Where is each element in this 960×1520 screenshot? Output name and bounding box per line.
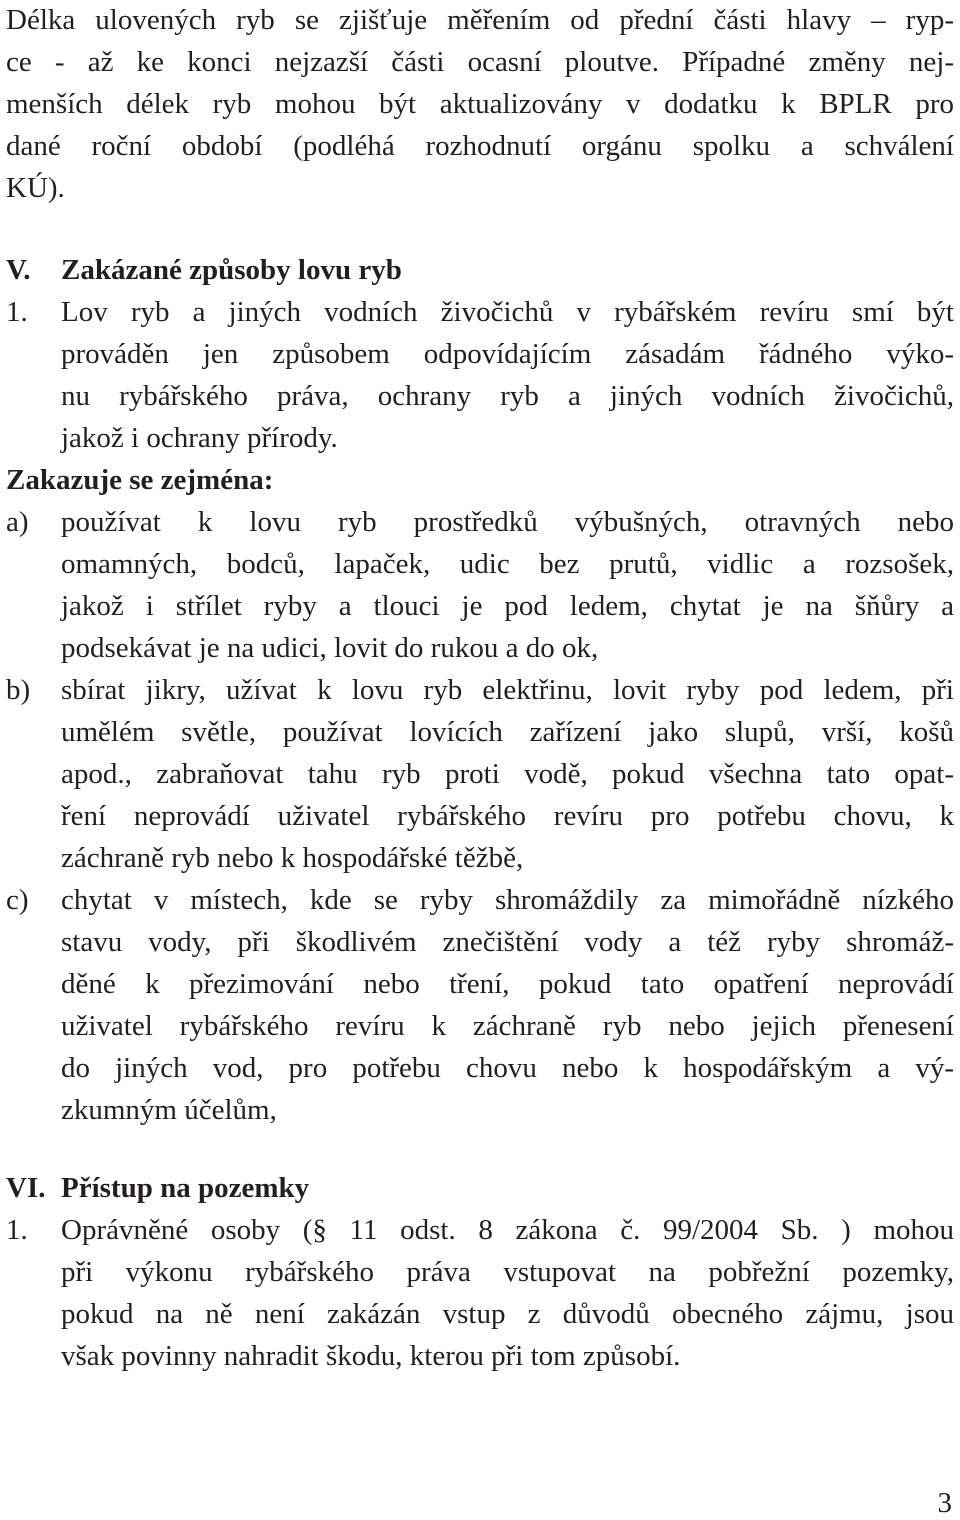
text-line: stavu vody, při škodlivém znečištění vody a též ryby shromáž- bbox=[61, 926, 954, 958]
text-line: uživatel rybářského revíru k záchraně ryb nebo jejich přenesení bbox=[61, 1010, 954, 1042]
section-title: Zakázané způsoby lovu ryb bbox=[61, 254, 402, 286]
text-line: pokud na ně není zakázán vstup z důvodů obecného zájmu, jsou bbox=[61, 1298, 954, 1330]
section-number: V. bbox=[6, 254, 31, 286]
section-number: VI. bbox=[6, 1172, 46, 1204]
text-line: do jiných vod, pro potřebu chovu nebo k hospodářským a vý- bbox=[61, 1052, 954, 1084]
item-label: 1. bbox=[6, 296, 28, 328]
item-label: 1. bbox=[6, 1214, 28, 1246]
text-line: používat k lovu ryb prostředků výbušných, otravných nebo bbox=[61, 506, 954, 538]
item-label: a) bbox=[6, 506, 29, 538]
text-line: umělém světle, používat lovících zařízení jako slupů, vrší, košů bbox=[61, 716, 954, 748]
text-line: záchraně ryb nebo k hospodářské těžbě, bbox=[61, 842, 524, 874]
text-line: podsekávat je na udici, lovit do rukou a do ok, bbox=[61, 632, 599, 664]
item-label: c) bbox=[6, 884, 29, 916]
text-line: jakož i střílet ryby a tlouci je pod ledem, chytat je na šňůry a bbox=[61, 590, 954, 622]
text-line: nu rybářského práva, ochrany ryb a jiných vodních živočichů, bbox=[61, 380, 954, 412]
text-line: ce - až ke konci nejzazší části ocasní ploutve. Případné změny nej- bbox=[6, 46, 954, 78]
text-line: Lov ryb a jiných vodních živočichů v rybářském revíru smí být bbox=[61, 296, 954, 328]
text-line: však povinny nahradit škodu, kterou při tom způsobí. bbox=[61, 1340, 681, 1372]
text-line: dané roční období (podléhá rozhodnutí orgánu spolku a schválení bbox=[6, 130, 954, 162]
text-line: apod., zabraňovat tahu ryb proti vodě, pokud všechna tato opat- bbox=[61, 758, 954, 790]
text-line: KÚ). bbox=[6, 172, 65, 204]
text-line: menších délek ryb mohou být aktualizovány v dodatku k BPLR pro bbox=[6, 88, 954, 120]
text-line: ření neprovádí uživatel rybářského revíru pro potřebu chovu, k bbox=[61, 800, 954, 832]
section-title: Přístup na pozemky bbox=[61, 1172, 310, 1204]
text-line: jakož i ochrany přírody. bbox=[61, 422, 338, 454]
text-line: chytat v místech, kde se ryby shromáždily za mimořádně nízkého bbox=[61, 884, 954, 916]
prohibited-heading: Zakazuje se zejména: bbox=[6, 464, 274, 496]
text-line: sbírat jikry, užívat k lovu ryb elektřinu, lovit ryby pod ledem, při bbox=[61, 674, 954, 706]
item-label: b) bbox=[6, 674, 31, 706]
text-line: při výkonu rybářského práva vstupovat na pobřežní pozemky, bbox=[61, 1256, 954, 1288]
page-number: 3 bbox=[937, 1487, 952, 1519]
text-line: Oprávněné osoby (§ 11 odst. 8 zákona č. 99/2004 Sb. ) mohou bbox=[61, 1214, 954, 1246]
text-line: omamných, bodců, lapaček, udic bez prutů, vidlic a rozsošek, bbox=[61, 548, 954, 580]
text-line: zkumným účelům, bbox=[61, 1094, 277, 1126]
text-line: děné k přezimování nebo tření, pokud tato opatření neprovádí bbox=[61, 968, 954, 1000]
text-line: prováděn jen způsobem odpovídajícím zásadám řádného výko- bbox=[61, 338, 954, 370]
text-line: Délka ulovených ryb se zjišťuje měřením od přední části hlavy – ryp- bbox=[6, 4, 954, 36]
